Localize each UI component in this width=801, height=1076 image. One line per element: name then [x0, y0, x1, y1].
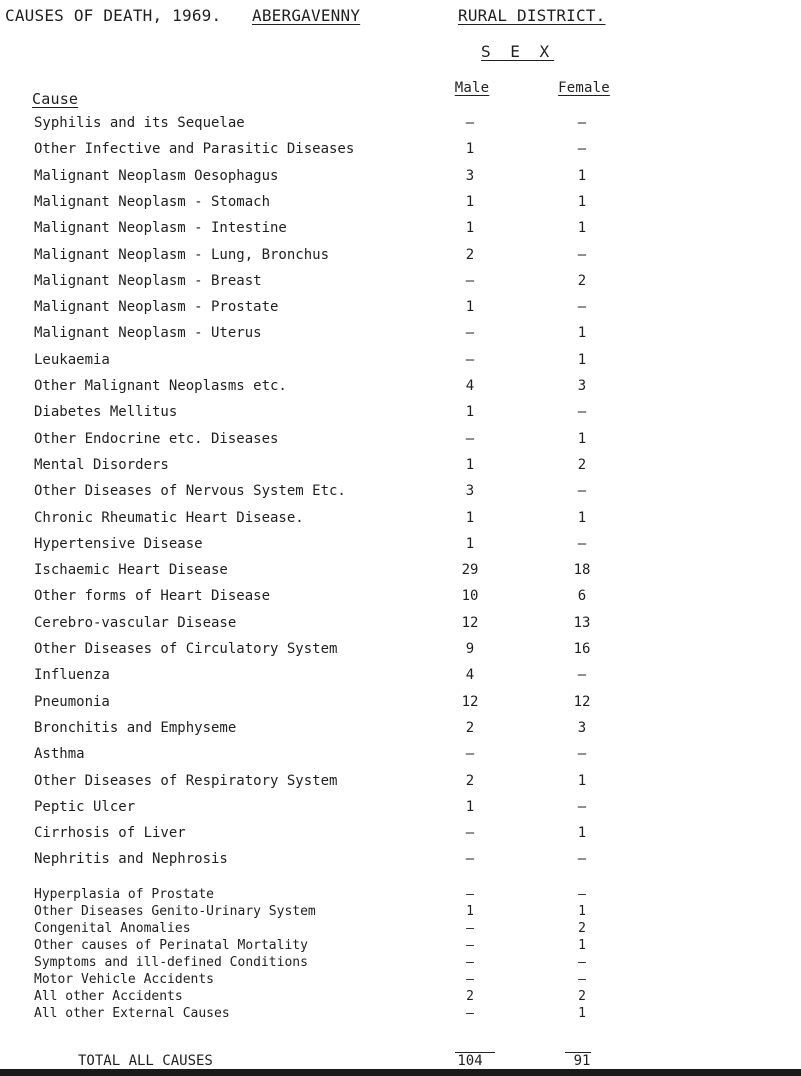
female-count-cell: 2: [577, 456, 587, 473]
male-count-cell: 2: [465, 719, 475, 736]
cause-cell: Pneumonia: [34, 693, 110, 710]
table-row: [0, 141, 801, 161]
female-count-cell: –: [578, 972, 586, 987]
female-count-cell: 1: [577, 167, 587, 184]
table-row: [0, 667, 801, 687]
female-count-cell: –: [577, 115, 587, 131]
female-count-cell: –: [577, 667, 587, 684]
female-count-cell: –: [577, 141, 587, 158]
female-count-cell: 1: [577, 825, 587, 842]
male-count-cell: 4: [465, 378, 475, 394]
cause-cell: Other Diseases of Nervous System Etc.: [34, 483, 346, 500]
female-column-header: Female: [558, 80, 610, 96]
cause-cell: Malignant Neoplasm - Stomach: [34, 193, 271, 210]
female-count-cell: 16: [573, 641, 591, 657]
cause-cell: Other forms of Heart Disease: [34, 588, 271, 605]
male-count-cell: 12: [461, 693, 479, 710]
cause-cell: Congenital Anomalies: [34, 921, 191, 936]
female-count-cell: –: [577, 851, 587, 868]
table-row: [0, 457, 801, 477]
cause-cell: Malignant Neoplasm - Prostate: [34, 299, 279, 316]
female-count-cell: 1: [578, 904, 586, 919]
cause-cell: Influenza: [34, 667, 110, 684]
cause-cell: Other Diseases of Circulatory System: [34, 641, 338, 657]
male-count-cell: 1: [465, 798, 475, 815]
male-count-cell: 1: [465, 299, 475, 316]
table-row: [0, 694, 801, 714]
table-row: [0, 799, 801, 819]
female-count-cell: 2: [578, 921, 586, 936]
male-count-cell: 1: [465, 456, 475, 473]
cause-cell: Cirrhosis of Liver: [34, 825, 186, 842]
male-count-cell: –: [466, 938, 474, 953]
male-count-cell: 1: [465, 509, 475, 526]
cause-cell: Malignant Neoplasm - Lung, Bronchus: [34, 246, 330, 263]
male-count-cell: –: [466, 921, 474, 936]
cause-cell: Ischaemic Heart Disease: [34, 562, 228, 579]
cause-cell: Other causes of Perinatal Mortality: [34, 938, 308, 953]
cause-cell: Diabetes Mellitus: [34, 404, 178, 421]
male-count-cell: 1: [465, 404, 475, 421]
female-count-cell: –: [577, 746, 587, 763]
male-count-cell: 12: [461, 614, 479, 631]
table-row: [0, 746, 801, 766]
cause-cell: Malignant Neoplasm - Breast: [34, 272, 262, 289]
cause-cell: Hyperplasia of Prostate: [34, 887, 215, 902]
page-heading: [5, 6, 798, 25]
female-count-cell: 2: [577, 272, 587, 289]
cause-cell: Malignant Neoplasm Oesophagus: [34, 167, 279, 184]
cause-cell: Symptoms and ill-defined Conditions: [34, 955, 308, 970]
report-title: CAUSES OF DEATH, 1969.: [5, 6, 222, 25]
table-row: [0, 168, 801, 188]
female-count-cell: 18: [573, 562, 591, 579]
male-count-cell: –: [466, 887, 474, 902]
male-count-cell: 29: [461, 562, 479, 579]
table-row: [0, 588, 801, 608]
table-row: [0, 404, 801, 424]
male-count-cell: 1: [466, 904, 474, 919]
cause-cell: All other Accidents: [34, 989, 183, 1004]
female-count-cell: 1: [577, 325, 587, 342]
cause-cell: Malignant Neoplasm - Uterus: [34, 325, 262, 342]
female-count-cell: 13: [573, 614, 591, 631]
district-type: RURAL DISTRICT.: [458, 6, 606, 25]
female-count-cell: –: [577, 246, 587, 263]
table-row: [0, 325, 801, 345]
cause-cell: Leukaemia: [34, 351, 110, 368]
total-male: 104: [457, 1053, 483, 1069]
cause-cell: All other External Causes: [34, 1006, 230, 1021]
cause-cell: Other Endocrine etc. Diseases: [34, 430, 279, 447]
cause-cell: Bronchitis and Emphyseme: [34, 719, 237, 736]
sex-group-header: S E X: [481, 42, 555, 61]
table-row: [0, 562, 801, 582]
female-count-cell: 1: [577, 509, 587, 526]
male-count-cell: 9: [465, 641, 475, 657]
table-row: [0, 194, 801, 214]
cause-cell: Other Infective and Parasitic Diseases: [34, 141, 355, 158]
table-row: [0, 483, 801, 503]
male-count-cell: –: [465, 272, 475, 289]
table-row: [0, 720, 801, 740]
cause-cell: Other Diseases of Respiratory System: [34, 772, 338, 789]
table-row: [0, 615, 801, 635]
total-female: 91: [573, 1053, 591, 1069]
female-count-cell: –: [577, 404, 587, 421]
table-row: [0, 273, 801, 293]
cause-cell: Chronic Rheumatic Heart Disease.: [34, 509, 304, 526]
male-count-cell: –: [466, 955, 474, 970]
male-count-cell: 3: [465, 483, 475, 500]
male-count-cell: –: [465, 115, 475, 131]
female-count-cell: 1: [577, 193, 587, 210]
female-count-cell: 3: [577, 719, 587, 736]
female-count-cell: 6: [577, 588, 587, 605]
male-count-cell: –: [466, 972, 474, 987]
table-row: [0, 641, 801, 661]
cause-cell: Hypertensive Disease: [34, 535, 203, 552]
cause-column-header: Cause: [32, 90, 79, 108]
female-count-cell: 1: [578, 1006, 586, 1021]
female-count-cell: –: [577, 483, 587, 500]
male-count-cell: –: [465, 746, 475, 763]
male-count-cell: –: [465, 825, 475, 842]
male-count-cell: 3: [465, 167, 475, 184]
male-count-cell: 1: [465, 141, 475, 158]
male-count-cell: 4: [465, 667, 475, 684]
table-row: [0, 825, 801, 845]
table-row: [0, 352, 801, 372]
cause-cell: Peptic Ulcer: [34, 798, 136, 815]
table-row: [0, 1006, 801, 1026]
table-row: [0, 299, 801, 319]
cause-cell: Mental Disorders: [34, 456, 169, 473]
male-count-cell: –: [465, 851, 475, 868]
female-count-cell: 2: [578, 989, 586, 1004]
total-label: TOTAL ALL CAUSES: [78, 1053, 213, 1069]
cause-cell: Motor Vehicle Accidents: [34, 972, 215, 987]
table-row: [0, 220, 801, 240]
male-count-cell: 1: [465, 220, 475, 237]
table-row: [0, 247, 801, 267]
table-row: [0, 431, 801, 451]
cause-cell: Nephritis and Nephrosis: [34, 851, 228, 868]
table-row: [0, 773, 801, 793]
female-count-cell: –: [577, 535, 587, 552]
female-count-cell: –: [577, 798, 587, 815]
male-count-cell: –: [465, 430, 475, 447]
female-count-cell: 1: [577, 430, 587, 447]
male-count-cell: 1: [465, 193, 475, 210]
cause-cell: Asthma: [34, 746, 85, 763]
female-count-cell: 1: [577, 772, 587, 789]
male-count-cell: 2: [466, 989, 474, 1004]
male-count-cell: 2: [465, 246, 475, 263]
cause-cell: Malignant Neoplasm - Intestine: [34, 220, 287, 237]
male-count-cell: 2: [465, 772, 475, 789]
male-count-cell: –: [465, 325, 475, 342]
cause-cell: Other Diseases Genito-Urinary System: [34, 904, 316, 919]
table-row: [0, 536, 801, 556]
female-count-cell: –: [578, 955, 586, 970]
table-row: [0, 115, 801, 135]
female-count-cell: –: [577, 299, 587, 316]
female-count-cell: –: [578, 887, 586, 902]
table-row: [0, 378, 801, 398]
male-count-cell: –: [466, 1006, 474, 1021]
cause-cell: Cerebro-vascular Disease: [34, 614, 237, 631]
male-count-cell: 1: [465, 535, 475, 552]
cause-cell: Other Malignant Neoplasms etc.: [34, 378, 287, 394]
bottom-border: [0, 1069, 801, 1076]
male-count-cell: –: [465, 351, 475, 368]
female-count-cell: 1: [578, 938, 586, 953]
female-count-cell: 3: [577, 378, 587, 394]
table-row: [0, 851, 801, 871]
cause-cell: Syphilis and its Sequelae: [34, 115, 245, 131]
male-column-header: Male: [454, 80, 490, 96]
female-count-cell: 1: [577, 220, 587, 237]
male-count-cell: 10: [461, 588, 479, 605]
table-row: [0, 510, 801, 530]
district-name: ABERGAVENNY: [252, 6, 361, 25]
female-count-cell: 1: [577, 351, 587, 368]
female-count-cell: 12: [573, 693, 591, 710]
